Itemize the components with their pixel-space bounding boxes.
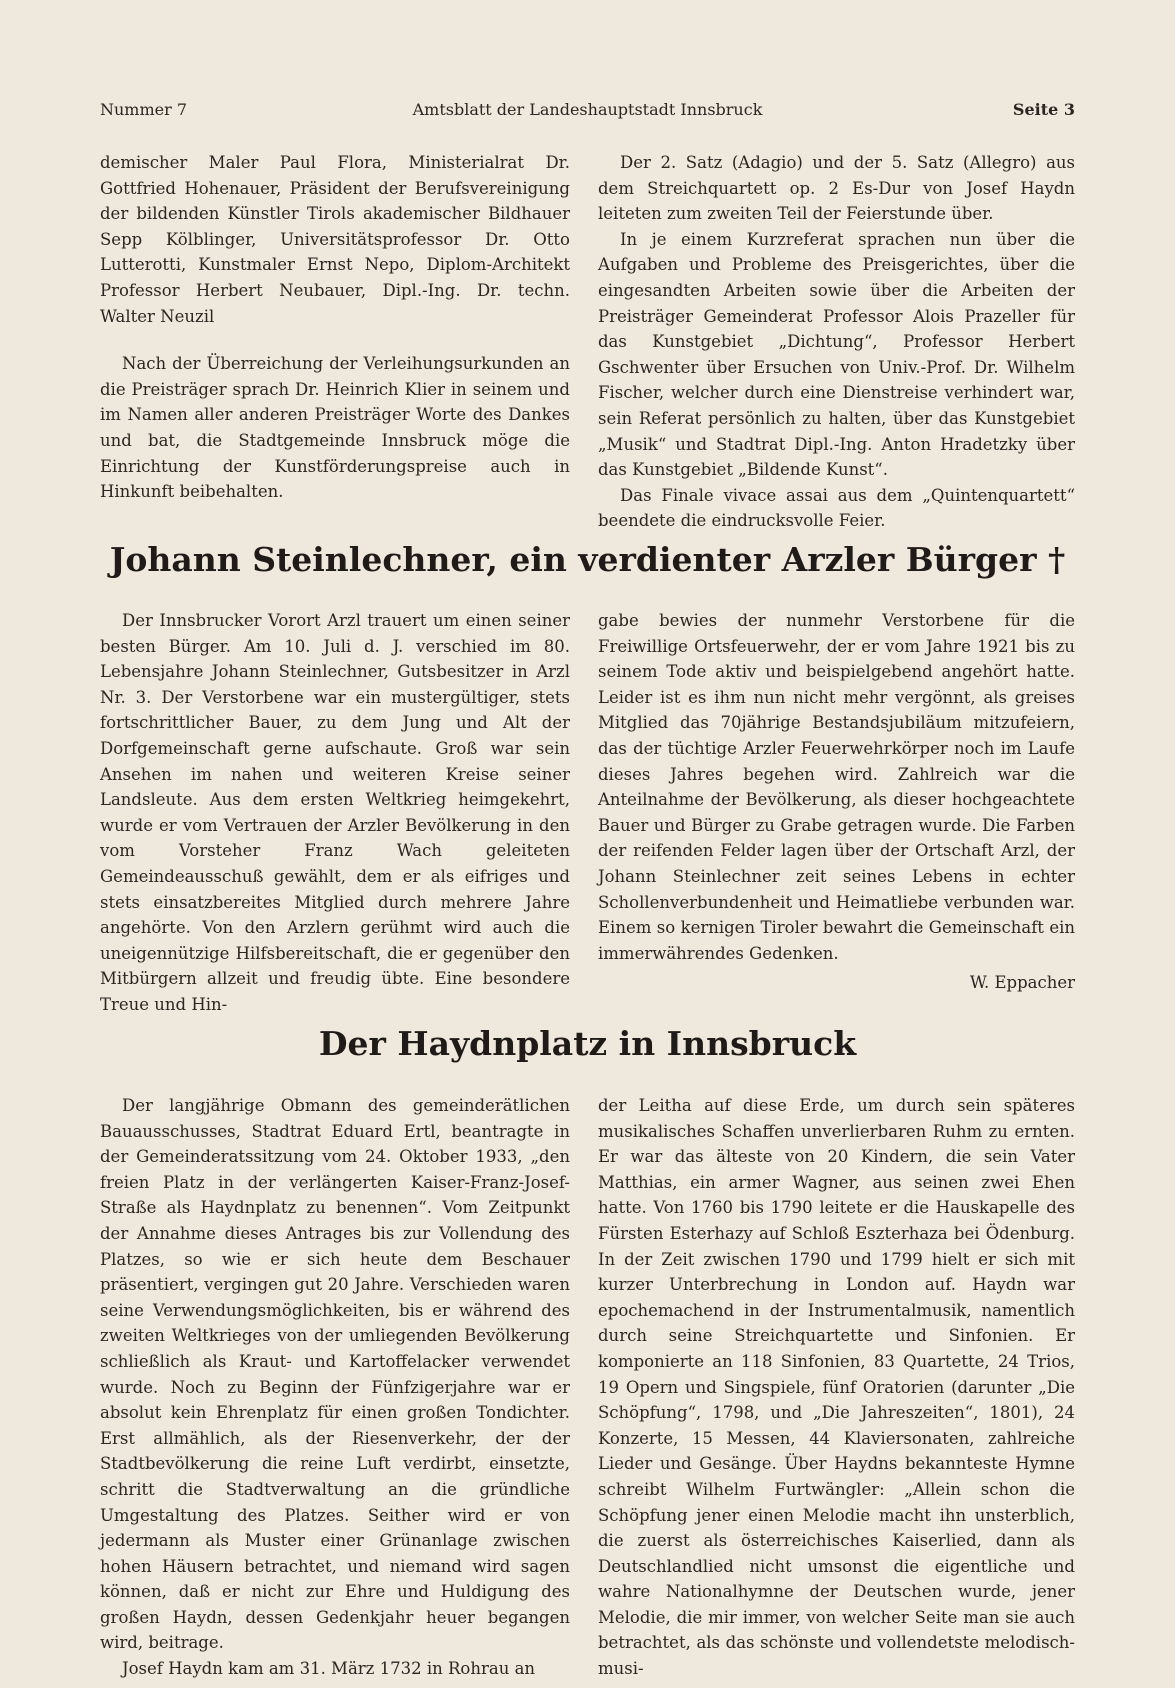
haydn-birth-paragraph: Josef Haydn kam am 31. März 1732 in Rohrau an [122, 1659, 536, 1679]
haydnplatz-text-left: Der langjährige Obmann des gemeinderätlichen Bauausschusses, Stadtrat Eduard Ertl, beantragte in der Gemeinderatssitzung vom 24. Oktober 1933, „den freien Platz in der verlängerten Kaiser-Franz-Josef-Straße als Haydnplatz zu benennen“. Vom Zeitpunkt der Annahme dieses Antrages bis zur Vollendung des Platzes, so wie er sich heute dem Beschauer präsentiert, vergingen gut 20 Jahre. Verschieden waren seine Verwendungsmöglichkeiten, bis er während des zweiten Weltkrieges von der umliegenden Bevölkerung schließlich als Kraut- und Kartoffelacker verwendet wurde. Noch zu Beginn der Fünfzigerjahre war er absolut kein Ehrenplatz für einen großen Tondichter. Erst allmählich, als der Riesenverkehr, der der Stadtbevölkerung die reine Luft verdirbt, einsetzte, schritt die Stadtverwaltung an die gründliche Umgestaltung des Platzes. Seither wird er von jedermann als Muster einer Grünanlage zwischen hohen Häusern betrachtet, und niemand wird sagen können, daß er nicht zur Ehre und Huldigung des großen Haydn, dessen Gedenkjahr heuer begangen wird, beitrage. [100, 1096, 570, 1653]
author-signature: W. Eppacher [969, 973, 1075, 993]
haydnplatz-right-column [598, 1093, 1075, 1682]
referat-paragraph: In je einem Kurzreferat sprachen nun über die Aufgaben und Probleme des Preisgerichtes, über die eingesandten Arbeiten sowie über die Arbeiten der Preisträger Gemeinderat Professor Alois Prazeller für das Kunstgebiet „Dichtung“, Professor Herbert Gschwenter über Ersuchen von Univ.-Prof. Dr. Wilhelm Fischer, welcher durch eine Dienstreise verhindert war, sein Referat persönlich zu halten, über das Kunstgebiet „Musik“ und Stadtrat Dipl.-Ing. Anton Hradetzky über das Kunstgebiet „Bildende Kunst“. [598, 229, 1075, 480]
haydnplatz-left-column [100, 1093, 570, 1682]
top-left-column [100, 150, 570, 505]
page-number: Seite 3 [1012, 100, 1075, 119]
page-header [100, 98, 1075, 122]
article-title-haydnplatz: Der Haydnplatz in Innsbruck [318, 1024, 857, 1063]
thanks-paragraph: Nach der Überreichung der Verleihungsurkunden an die Preisträger sprach Dr. Heinrich Klier in seinem und im Namen aller anderen Preisträger Worte des Dankes und bat, die Stadtgemeinde Innsbruck möge die Einrichtung der Kunstförderungspreise auch in Hinkunft beibehalten. [100, 354, 570, 502]
steinlechner-text-right: gabe bewies der nunmehr Verstorbene für die Freiwillige Ortsfeuerwehr, der er vom Jahre 1921 bis zu seinem Tode aktiv und beispielgebend angehört hatte. Leider ist es ihm nun nicht mehr vergönnt, als greises Mitglied das 70jährige Bestandsjubiläum mitzufeiern, das der tüchtige Arzler Feuerwehrkörper noch im Laufe dieses Jahres begehen wird. Zahlreich war die Anteilnahme der Bevölkerung, als dieser hochgeachtete Bauer und Bürger zu Grabe getragen wurde. Die Farben der reifenden Felder lagen über der Ortschaft Arzl, der Johann Steinlechner zeit seines Lebens in echter Schollenverbundenheit und Heimatliebe verbunden war. Einem so kernigen Tiroler bewahrt die Gemeinschaft ein immerwährendes Gedenken. [598, 611, 1075, 963]
quartet-paragraph: Der 2. Satz (Adagio) und der 5. Satz (Allegro) aus dem Streichquartett op. 2 Es-Dur von Josef Haydn leiteten zum zweiten Teil der Feierstunde über. [598, 153, 1075, 224]
steinlechner-text-left: Der Innsbrucker Vorort Arzl trauert um einen seiner besten Bürger. Am 10. Juli d. J. verschied im 80. Lebensjahre Johann Steinlechner, Gutsbesitzer in Arzl Nr. 3. Der Verstorbene war ein mustergültiger, stets fortschrittlicher Bauer, zu dem Jung und Alt der Dorfgemeinschaft gerne aufschaute. Groß war sein Ansehen im nahen und weiteren Kreise seiner Landsleute. Aus dem ersten Weltkrieg heimgekehrt, wurde er vom Vertrauen der Arzler Bevölkerung in den vom Vorsteher Franz Wach geleiteten Gemeindeausschuß gewählt, dem er als eifriges und stets einsatzbereites Mitglied durch mehrere Jahre angehörte. Von den Arzlern gerühmt wird auch die uneigennützige Hilfsbereitschaft, die er gegenüber den Mitbürgern allzeit und freudig übte. Eine besondere Treue und Hin- [100, 611, 570, 1014]
publication-title: Amtsblatt der Landeshauptstadt Innsbruck [412, 100, 763, 119]
haydnplatz-text-right: der Leitha auf diese Erde, um durch sein späteres musikalisches Schaffen unverlierbaren Ruhm zu ernten. Er war das älteste von 20 Kindern, die sein Vater Matthias, ein armer Wagner, aus seinen zwei Ehen hatte. Von 1760 bis 1790 leitete er die Hauskapelle des Fürsten Esterhazy auf Schloß Eszterhaza bei Ödenburg. In der Zeit zwischen 1790 und 1799 hielt er sich mit kurzer Unterbrechung in London auf. Haydn war epochemachend in der Instrumentalmusik, namentlich durch seine Streichquartette und Sinfonien. Er komponierte an 118 Sinfonien, 83 Quartette, 24 Trios, 19 Opern und Singspiele, fünf Oratorien (darunter „Die Schöpfung“, 1798, und „Die Jahreszeiten“, 1801), 24 Konzerte, 15 Messen, 44 Klaviersonaten, zahlreiche Lieder und Gesänge. Über Haydns bekannteste Hymne schreibt Wilhelm Furtwängler: „Allein schon die Schöpfung jener einen Melodie macht ihn unsterblich, die zuerst als österreichisches Kaiserlied, dann als Deutschlandlied nicht umsonst die eigentliche und wahre Nationalhymne der Deutschen wurde, jener Melodie, die mir immer, von welcher Seite man sie auch betrachtet, als das schönste und vollendetste melodisch-musi- [598, 1096, 1075, 1679]
jury-list-paragraph: demischer Maler Paul Flora, Ministerialrat Dr. Gottfried Hohenauer, Präsident der Berufsvereinigung der bildenden Künstler Tirols akademischer Bildhauer Sepp Kölblinger, Universitätsprofessor Dr. Otto Lutterotti, Kunstmaler Ernst Nepo, Diplom-Architekt Professor Herbert Neubauer, Dipl.-Ing. Dr. techn. Walter Neuzil [100, 153, 570, 326]
issue-number: Nummer 7 [100, 100, 188, 119]
steinlechner-left-column [100, 608, 570, 1018]
top-right-column [598, 150, 1075, 534]
steinlechner-right-column [598, 608, 1075, 996]
finale-paragraph: Das Finale vivace assai aus dem „Quintenquartett“ beendete die eindrucksvolle Feier. [598, 485, 1075, 531]
article-title-steinlechner: Johann Steinlechner, ein verdienter Arzler Bürger † [109, 540, 1066, 579]
